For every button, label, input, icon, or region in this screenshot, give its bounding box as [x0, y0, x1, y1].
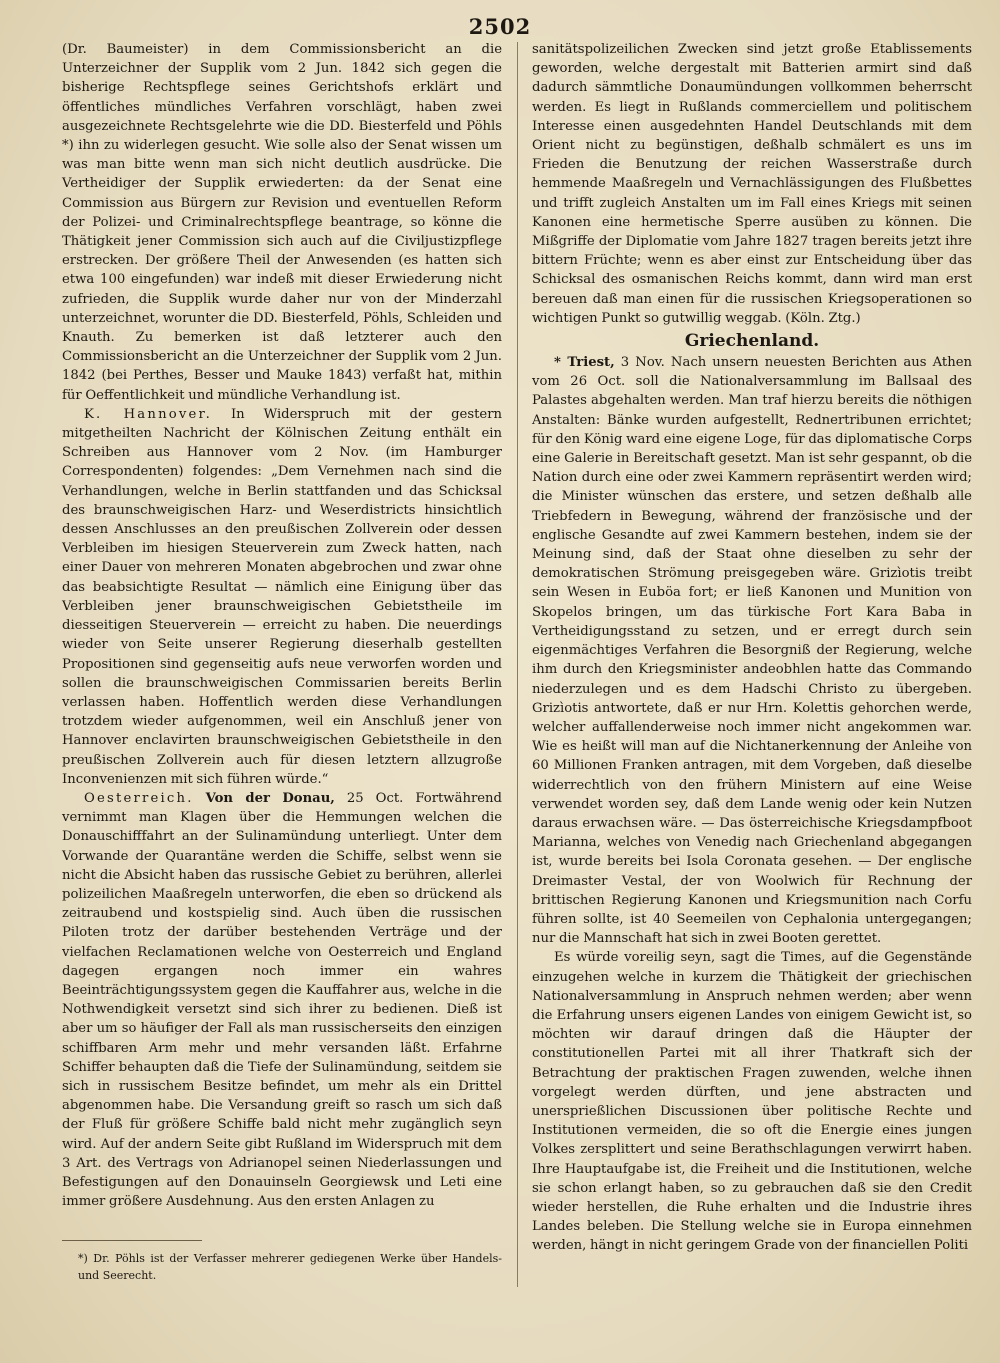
left-column — [62, 40, 502, 1211]
dateline: Von der Donau, — [205, 790, 335, 806]
column-divider — [517, 42, 518, 1287]
country-label: K. Hannover. — [84, 406, 212, 422]
section-heading-griechenland: Griechenland. — [684, 331, 820, 352]
article-hannover — [62, 405, 502, 789]
page-number: 2502 — [468, 14, 532, 39]
footnote: *) Dr. Pöhls ist der Verfasser mehrerer gediegenen Werke über Handels- und Seerecht. — [78, 1252, 502, 1282]
article-continuation — [532, 40, 972, 328]
article-text: sanitätspolizeilichen Zwecken sind jetzt große Etablissements geworden, welche dergestalt mit Batterien armirt sind daß dadurch sämmtliche Donaumündungen vollkommen beherrscht werden. Es liegt in Rußlands commerciellem und politischem Interesse einen ausgedehnten Handel Deutschlands mit dem Orient nicht zu begünstigen, deßhalb schmälert es uns im Frieden die Benutzung der reichen Wasserstraße durch hemmende Maaßregeln und Vernachlässigungen des Flußbettes und trifft zugleich Anstalten um im Fall eines Kriegs mit seinen Kanonen eine hermetische Sperre ausüben zu können. Die Mißgriffe der Diplomatie vom Jahre 1827 tragen bereits jetzt ihre bittern Früchte; wenn es aber einst zur Entscheidung über das Schicksal des osmanischen Reichs kommt, dann wird man erst bereuen daß man einen für die russischen Kriegsoperationen so wichtigen Punkt so gutwillig weggab. — [532, 42, 972, 326]
source-citation: (Köln. Ztg.) — [785, 310, 861, 326]
article-text: In Widerspruch mit der gestern mitgetheilten Nachricht der Kölnischen Zeitung enthält ein Schreiben aus Hannover vom 2 Nov. (im Hamburger Correspondenten) folgendes: „Dem Vernehmen nach sind die Verhandlungen, welche in Berlin stattfanden und das Schicksal des braunschweigischen Harz- und Weserdistricts hinsichtlich dessen Anschlusses an den preußischen Zollverein oder dessen Verbleiben im hiesigen Steuerverein zum Zweck hatten, nach einer Dauer von mehreren Monaten abgebrochen und zwar ohne das beabsichtigte Resultat — nämlich eine Einigung über das Verbleiben jener braunschweigischen Gebietstheile im diesseitigen Steuerverein — erreicht zu haben. Die neuerdings wieder von Seite unserer Regierung dieserhalb gestellten Propositionen sind gegenseitig aufs neue verworfen worden und sollen die braunschweigischen Commissarien bereits Berlin verlassen haben. Hoffentlich werden diese Verhandlungen trotzdem wieder aufgenommen, weil ein Anschluß jener von Hannover enclavirten braunschweigischen Gebietstheile in den preußischen Zollverein auch für diesen letztern allzugroße Inconvenienzen mit sich führen würde.“ — [62, 406, 502, 787]
dateline: * Triest, — [554, 355, 615, 371]
article-text: 3 Nov. Nach unsern neuesten Berichten aus Athen vom 26 Oct. soll die Nationalversammlung im Ballsaal des Palastes abgehalten werden. Man traf hierzu bereits die nöthigen Anstalten: Bänke wurden aufgestellt, Rednertribunen errichtet; für den König ward eine eigene Loge, für das diplomatische Corps eine Galerie in Bereitschaft gesetzt. Man ist sehr gespannt, ob die Nation durch eine oder zwei Kammern repräsentirt werden wird; die Minister wünschen das erstere, und setzen deßhalb alle Triebfedern in Bewegung, während der französische und der englische Gesandte auf zwei Kammern bestehen, indem sie der Meinung sind, daß der Staat ohne dieselben zu sehr der demokratischen Strömung preisgegeben wäre. Grizìotis treibt sein Wesen in Euböa fort; er ließ Kanonen und Munition von Skopelos bringen, um das türkische Fort Kara Baba in Vertheidigungsstand zu setzen, und er erregt durch sein eigenmächtiges Verfahren die Besorgniß der Regierung, welche ihm durch den Kriegsminister andeobhlen hatte das Commando niederzulegen und es dem Hadschi Christo zu übergeben. Grizìotis antwortete, daß er nur Hrn. Kolettis gehorchen werde, welcher auffallenderweise noch immer nicht angekommen war. Wie es heißt will man auf die Nichtanerkennung der Anleihe von 60 Millionen Franken antragen, mit dem Vorgeben, daß dieselbe widerrechtlich von den frühern Ministern auf eine Weise verwendet worden sey, daß dem Lande wenig oder kein Nutzen daraus erwachsen wäre. — Das österreichische Kriegsdampfboot Marianna, welches von Venedig nach Griechenland abgegangen ist, wurde bereits bei Isola Coronata gesehen. — Der englische Dreimaster Vestal, der von Woolwich für Rechnung der brittischen Regierung Kanonen und Kriegsmunition nach Corfu führen sollte, ist 40 Seemeilen von Cephalonia untergegangen; nur die Mannschaft hat sich in zwei Booten gerettet. — [532, 355, 972, 947]
article-triest — [532, 353, 972, 948]
right-column — [532, 40, 972, 1256]
article-text: (Dr. Baumeister) in dem Commissionsbericht an die Unterzeichner der Supplik vom 2 Jun. 1842 sich gegen die bisherige Rechtspflege seines Gerichtshofs erklärt und öffentliches mündliches Verfahren vorschlägt, haben zwei ausgezeichnete Rechtsgelehrte wie die DD. Biesterfeld und Pöhls *) ihn zu widerlegen gesucht. Wie solle also der Senat wissen um was man bitte wenn man sich nicht deutlich ausdrücke. Die Vertheidiger der Supplik erwiederten: da der Senat eine Commission aus Bürgern zur Revision und eventuellen Reform der Polizei- und Criminalrechtspflege beantrage, so könne die Thätigkeit jener Commission sich auch auf die Civiljustizpflege erstrecken. Der größere Theil der Anwesenden (es hatten sich etwa 100 eingefunden) war indeß mit dieser Erwiederung nicht zufrieden, die Supplik wurde daher nur von der Minderzahl unterzeichnet, worunter die DD. Biesterfeld, Pöhls, Schleiden und Knauth. Zu bemerken ist daß letzterer auch den Commissionsbericht an die Unterzeichner der Supplik vom 2 Jun. 1842 (bei Perthes, Besser und Mauke 1843) verfaßt hat, mithin für Oeffentlichkeit und mündliche Verhandlung ist. — [62, 42, 502, 403]
article-oesterreich — [62, 789, 502, 1211]
country-label: Oesterreich. — [84, 790, 194, 806]
article-times: Es würde voreilig seyn, sagt die Times, auf die Gegenstände einzugehen welche in kurzem die Thätigkeit der griechischen Nationalversammlung in Anspruch nehmen werden; aber wenn die Erfahrung unsers eigenen Landes von einigem Gewicht ist, so möchten wir darauf dringen daß die Häupter der constitutionellen Partei mit all ihrer Thatkraft sich der Betrachtung der praktischen Fragen zuwenden, welche ihnen vorgelegt werden dürften, und jene abstracten und unersprießlichen Discussionen über politische Rechte und Institutionen vermeiden, die so oft die Energie eines jungen Volkes zersplittert und seine Berathschlagungen verwirrt haben. Ihre Hauptaufgabe ist, die Freiheit und die Institutionen, welche sie schon erlangt haben, so zu gebrauchen daß sie den Credit wieder herstellen, die Ruhe erhalten und die Industrie ihres Landes beleben. Die Stellung welche sie in Europa einnehmen werden, hängt in nicht geringem Grade von der financiellen Politi — [532, 950, 972, 1254]
footnote-divider — [62, 1240, 202, 1241]
article-text: 25 Oct. Fortwährend vernimmt man Klagen über die Hemmungen welchen die Donauschifffahrt an der Sulinamündung unterliegt. Unter dem Vorwande der Quarantäne werden die Schiffe, selbst wenn sie nicht die Absicht haben das russische Gebiet zu berühren, allerlei polizeilichen Maaßregeln unterworfen, die eben so drückend als zeitraubend und kostspielig sind. Auch üben die russischen Piloten trotz der darüber bestehenden Verträge und der vielfachen Reclamationen welche von Oesterreich und England dagegen ergangen noch immer ein wahres Beeinträchtigungssystem gegen die Kauffahrer aus, welche in die Nothwendigkeit versetzt sind sich ihrer zu bedienen. Dieß ist aber um so häufiger der Fall als man russischerseits den einzigen schiffbaren Arm mehr und mehr versanden läßt. Erfahrne Schiffer behaupten daß die Tiefe der Sulinamündung, seitdem sie sich in russischem Besitze befindet, um mehr als ein Drittel abgenommen habe. Die Versandung greift so rasch um sich daß der Fluß für größere Schiffe bald nicht mehr zugänglich seyn wird. Auf der andern Seite gibt Rußland im Widerspruch mit dem 3 Art. des Vertrags von Adrianopel seinen Niederlassungen und Befestigungen auf den Donauinseln Georgiewsk und Leti eine immer größere Ausdehnung. Aus den ersten Anlagen zu — [62, 790, 502, 1210]
